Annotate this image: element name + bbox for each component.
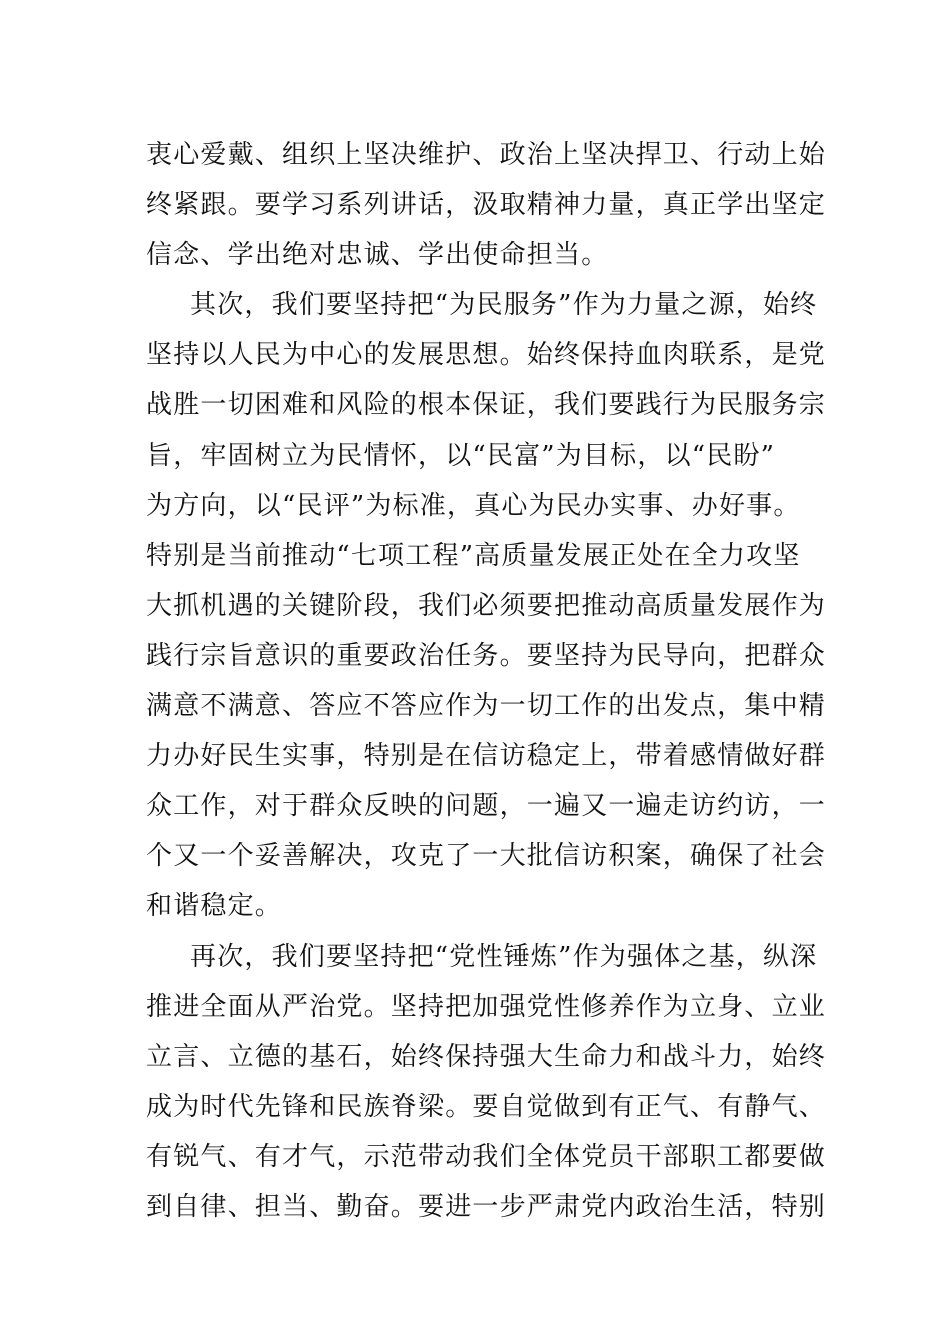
text-line: 战胜一切困难和风险的根本保证，我们要践行为民服务宗 (146, 390, 827, 421)
text-line: 有锐气、有才气，示范带动我们全体党员干部职工都要做 (146, 1141, 827, 1172)
text-line: 力办好民生实事，特别是在信访稳定上，带着感情做好群 (146, 741, 827, 772)
text-line: 立言、立德的基石，始终保持强大生命力和战斗力，始终 (146, 1041, 827, 1072)
text-line: 信念、学出绝对忠诚、学出使命担当。 (146, 240, 609, 271)
text-line: 满意不满意、答应不答应作为一切工作的出发点，集中精 (146, 691, 827, 722)
text-line: 众工作，对于群众反映的问题，一遍又一遍走访约访，一 (146, 791, 827, 822)
text-line: 大抓机遇的关键阶段，我们必须要把推动高质量发展作为 (146, 590, 827, 621)
text-line: 为方向，以“民评”为标准，真心为民办实事、办好事。 (146, 490, 801, 521)
text-line: 终紧跟。要学习系列讲话，汲取精神力量，真正学出坚定 (146, 190, 827, 221)
text-line: 践行宗旨意识的重要政治任务。要坚持为民导向，把群众 (146, 640, 827, 671)
text-line: 再次，我们要坚持把“党性锤炼”作为强体之基，纵深 (190, 941, 818, 972)
document-page (146, 130, 827, 1232)
text-line: 成为时代先锋和民族脊梁。要自觉做到有正气、有静气、 (146, 1091, 827, 1122)
text-line: 旨，牢固树立为民情怀，以“民富”为目标，以“民盼” (146, 440, 776, 471)
text-line: 个又一个妥善解决，攻克了一大批信访积案，确保了社会 (146, 841, 827, 872)
text-line: 衷心爱戴、组织上坚决维护、政治上坚决捍卫、行动上始 (146, 140, 827, 170)
text-line: 其次，我们要坚持把“为民服务”作为力量之源，始终 (190, 290, 818, 321)
text-line: 坚持以人民为中心的发展思想。始终保持血肉联系，是党 (146, 340, 827, 371)
text-line: 和谐稳定。 (146, 891, 283, 922)
text-line: 特别是当前推动“七项工程”高质量发展正处在全力攻坚 (146, 540, 801, 571)
text-line: 推进全面从严治党。坚持把加强党性修养作为立身、立业 (146, 991, 827, 1022)
text-line: 到自律、担当、勤奋。要进一步严肃党内政治生活，特别 (146, 1191, 827, 1222)
